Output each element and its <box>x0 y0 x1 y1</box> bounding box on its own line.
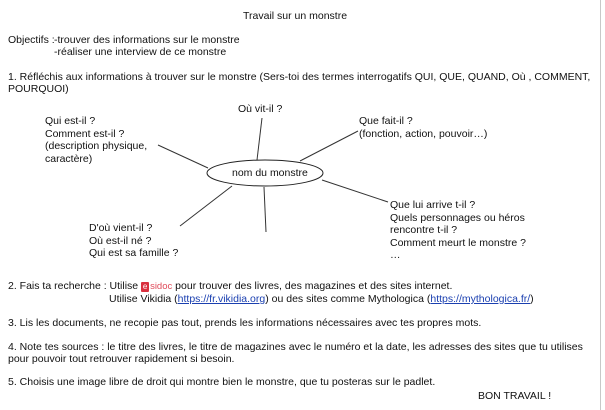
sidoc-logo[interactable]: e sidoc <box>142 281 173 292</box>
branch-bottom <box>264 187 266 232</box>
question-1-line-1: 1. Réfléchis aux informations à trouver sur le monstre (Sers-toi des termes interrogatifs QUI, QUE, QUAND, Où , COMMENT, <box>8 71 591 83</box>
question-2-line-1: 2. Fais ta recherche : Utilise e sidoc pour trouver des livres, des magazines et des sites internet. <box>8 280 453 292</box>
sidoc-logo-icon: e <box>142 282 148 291</box>
center-label: nom du monstre <box>232 167 308 179</box>
page-edge <box>600 0 601 410</box>
question-5: 5. Choisis une image libre de droit qui montre bien le monstre, que tu posteras sur le padlet. <box>8 376 436 388</box>
question-4-line-2: pour pouvoir tout retrouver rapidement si besoin. <box>8 353 235 365</box>
question-1-line-2: POURQUOI) <box>8 83 69 95</box>
label-top: Où vit-il ? <box>238 103 283 115</box>
branch-top-right <box>300 131 358 161</box>
objectif-line-1: -trouver des informations sur le monstre <box>54 34 240 46</box>
branch-top <box>257 118 262 160</box>
label-top-left: Qui est-il ? Comment est-il ? (description physique, caractère) <box>45 115 148 165</box>
objectifs-label: Objectifs : <box>8 34 55 46</box>
question-4-line-1: 4. Note tes sources : le titre des livres, le titre de magazines avec le numéro et la date, les adresses des sites que tu utilises <box>8 341 583 353</box>
question-2-line-2: Utilise Vikidia (https://fr.vikidia.org) ou des sites comme Mythologica (https://mythologica.fr/) <box>109 293 534 305</box>
objectif-line-2: -réaliser une interview de ce monstre <box>54 46 227 58</box>
branch-bottom-left <box>180 186 232 226</box>
branch-bottom-right <box>322 180 388 202</box>
question-3: 3. Lis les documents, ne recopie pas tout, prends les informations nécessaires avec tes propres mots. <box>8 317 482 329</box>
label-top-right: Que fait-il ? (fonction, action, pouvoir…) <box>359 115 488 140</box>
branch-top-left <box>158 145 208 168</box>
label-bottom-left: D'où vient-il ? Où est-il né ? Qui est sa famille ? <box>89 222 179 259</box>
vikidia-link[interactable]: https://fr.vikidia.org <box>177 293 266 305</box>
label-bottom-right: Que lui arrive t-il ? Quels personnages ou héros rencontre t-il ? Comment meurt le monstre ? … <box>390 199 526 261</box>
document-title: Travail sur un monstre <box>243 10 348 22</box>
closing-text: BON TRAVAIL ! <box>478 390 552 402</box>
mythologica-link[interactable]: https://mythologica.fr/ <box>430 293 531 305</box>
